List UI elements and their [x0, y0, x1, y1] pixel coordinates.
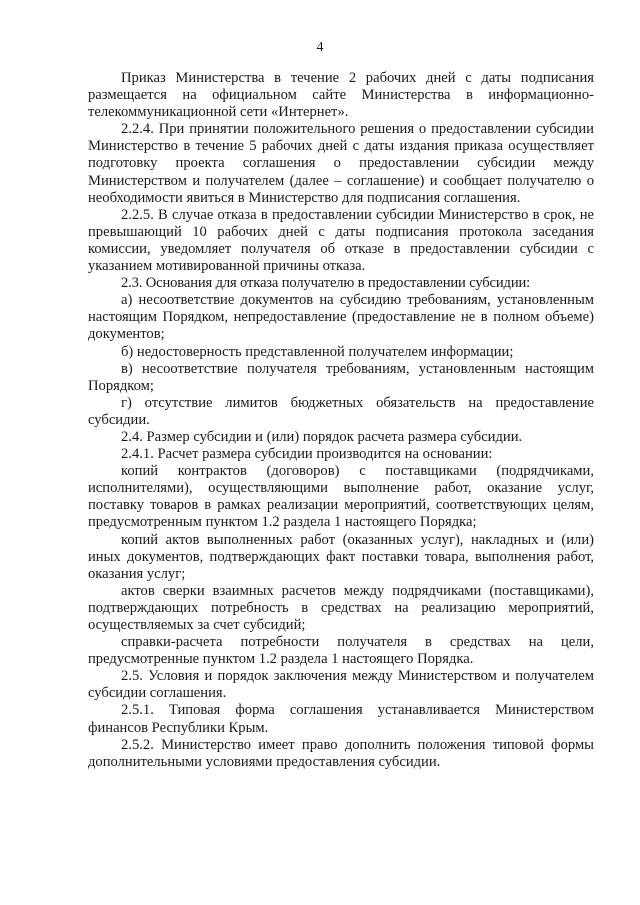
paragraph-reconciliation: актов сверки взаимных расчетов между подрядчиками (поставщиками), подтверждающих потребность в средствах на реализацию мероприятий, осуществляемых за счет субсидий;: [88, 582, 594, 633]
paragraph-order-publication: Приказ Министерства в течение 2 рабочих дней с даты подписания размещается на официальном сайте Министерства в информационно-телекоммуникационной сети «Интернет».: [88, 70, 594, 121]
paragraph-2-4: 2.4. Размер субсидии и (или) порядок расчета размера субсидии.: [121, 428, 523, 445]
paragraph-2-2-5: 2.2.5. В случае отказа в предоставлении субсидии Министерство в срок, не превышающий 10 рабочих дней с даты подписания протокола заседания комиссии, уведомляет получателя об отказе в предоставлении субсидии с указанием мотивированной причины отказа.: [88, 206, 594, 275]
paragraph-2-2-4: 2.2.4. При принятии положительного решения о предоставлении субсидии Министерство в течение 5 рабочих дней с даты издания приказа осуществляет подготовку проекта соглашения о предоставлении субсидии между Министерством и получателем (далее – соглашение) и сообщает получателю о необходимости явиться в Министерство для подписания соглашения.: [88, 121, 594, 206]
paragraph-2-5-1: 2.5.1. Типовая форма соглашения устанавливается Министерством финансов Республики Крым.: [88, 702, 594, 736]
paragraph-2-3-v: в) несоответствие получателя требованиям, установленным настоящим Порядком;: [88, 360, 594, 394]
paragraph-2-3-g: г) отсутствие лимитов бюджетных обязательств на предоставление субсидии.: [88, 394, 594, 428]
paragraph-2-4-1: 2.4.1. Расчет размера субсидии производится на основании:: [121, 446, 493, 463]
paragraph-2-3-b: б) недостоверность представленной получателем информации;: [121, 343, 514, 360]
paragraph-contracts: копий контрактов (договоров) с поставщиками (подрядчиками, исполнителями), осуществляющими выполнение работ, оказание услуг, поставку товаров в рамках реализации мероприятий, соответствующих целям, предусмотренным пунктом 1.2 раздела 1 настоящего Порядка;: [88, 463, 594, 531]
paragraph-acts: копий актов выполненных работ (оказанных услуг), накладных и (или) иных документов, подтверждающих факт поставки товара, выполнения работ, оказания услуг;: [88, 531, 594, 582]
document-body: [88, 70, 594, 771]
paragraph-2-5: 2.5. Условия и порядок заключения между Министерством и получателем субсидии соглашения.: [88, 668, 594, 702]
paragraph-calculation: справки-расчета потребности получателя в средствах на цели, предусмотренные пунктом 1.2 раздела 1 настоящего Порядка.: [88, 634, 594, 668]
paragraph-2-3: 2.3. Основания для отказа получателю в предоставлении субсидии:: [121, 275, 531, 292]
paragraph-2-5-2: 2.5.2. Министерство имеет право дополнить положения типовой формы дополнительными условиями предоставления субсидии.: [88, 736, 594, 770]
page-number: 4: [316, 40, 324, 55]
paragraph-2-3-a: а) несоответствие документов на субсидию требованиям, установленным настоящим Порядком, непредоставление (предоставление не в полном объеме) документов;: [88, 292, 594, 343]
